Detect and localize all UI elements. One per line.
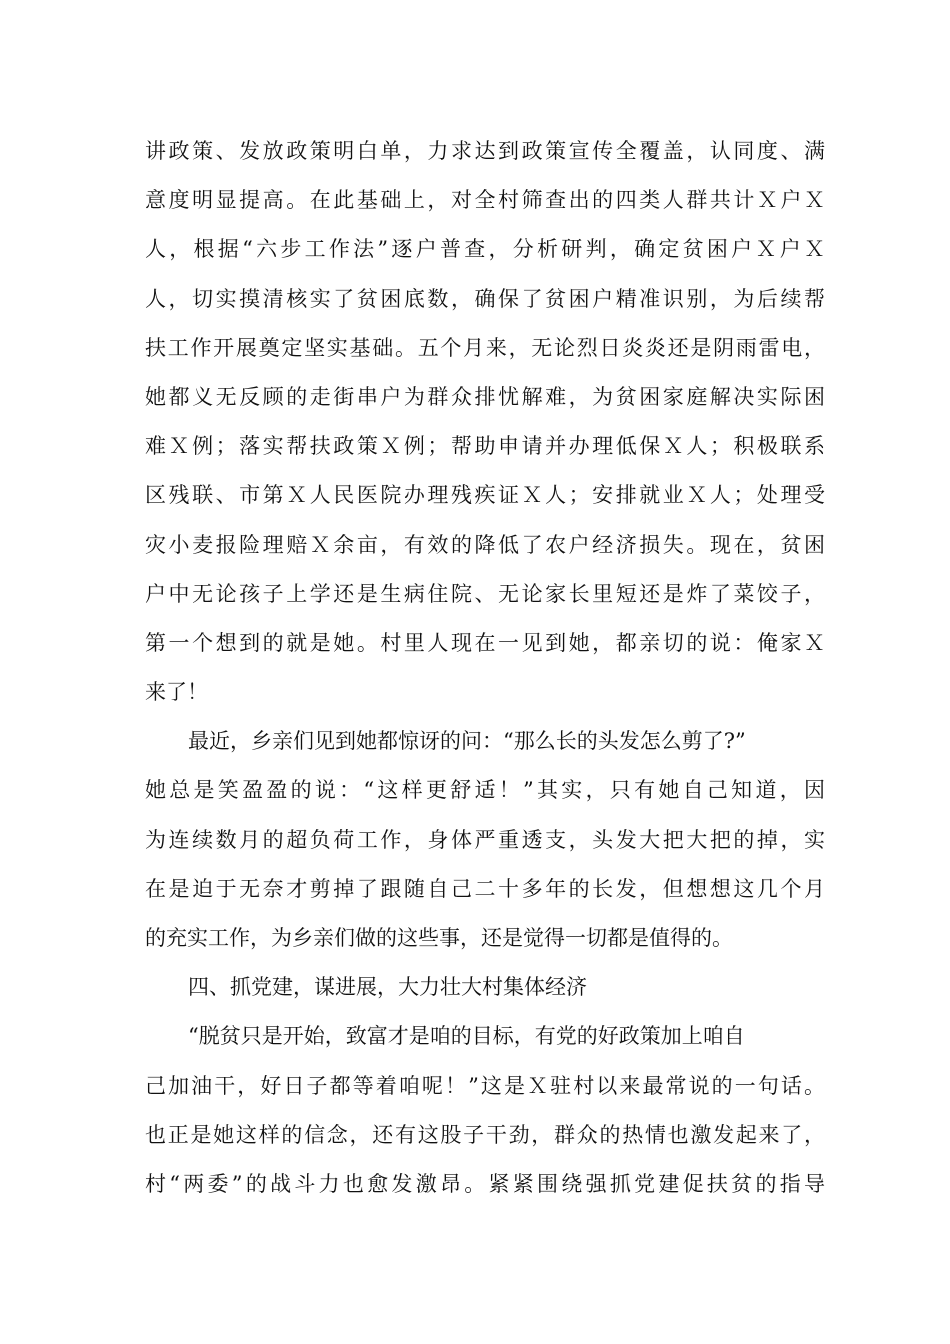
text-line: 为连续数月的超负荷工作，身体严重透支，头发大把大把的掉，实	[145, 827, 825, 852]
paragraph-start-line: “脱贫只是开始，致富才是咱的目标，有党的好政策加上咱自	[188, 1024, 745, 1049]
text-line: 的充实工作，为乡亲们做的这些事，还是觉得一切都是值得的。	[145, 926, 733, 950]
text-line: 讲政策、发放政策明白单，力求达到政策宣传全覆盖，认同度、满	[145, 139, 825, 163]
section-heading: 四、抓党建，谋进展，大力壮大村集体经济	[188, 975, 587, 1000]
text-line: 户中无论孩子上学还是生病住院、无论家长里短还是炸了菜饺子，	[145, 581, 825, 606]
text-line: 难Ｘ例；落实帮扶政策Ｘ例；帮助申请并办理低保Ｘ人；积极联系	[145, 434, 825, 459]
text-line: 村“两委”的战斗力也愈发激昂。紧紧围绕强抓党建促扶贫的指导	[145, 1171, 825, 1196]
text-line: 己加油干，好日子都等着咱呢！”这是Ｘ驻村以来最常说的一句话。	[145, 1073, 825, 1098]
text-line: 区残联、市第Ｘ人民医院办理残疾证Ｘ人；安排就业Ｘ人；处理受	[145, 483, 825, 508]
text-line: 来了！	[145, 680, 208, 705]
text-line: 她都义无反顾的走街串户为群众排忧解难，为贫困家庭解决实际困	[145, 384, 825, 409]
text-line: 在是迫于无奈才剪掉了跟随自己二十多年的长发，但想想这几个月	[145, 876, 825, 901]
text-line: 第一个想到的就是她。村里人现在一见到她，都亲切的说：俺家Ｘ	[145, 630, 825, 655]
text-line: 她总是笑盈盈的说：“这样更舒适！”其实，只有她自己知道，因	[145, 778, 825, 803]
text-line: 扶工作开展奠定坚实基础。五个月来，无论烈日炎炎还是阴雨雷电，	[145, 335, 825, 360]
paragraph-start-line: 最近，乡亲们见到她都惊讶的问：“那么长的头发怎么剪了?”	[188, 729, 746, 754]
text-line: 人，切实摸清核实了贫困底数，确保了贫困户精准识别，为后续帮	[145, 286, 825, 311]
text-line: 灾小麦报险理赔Ｘ余亩，有效的降低了农户经济损失。现在，贫困	[145, 532, 825, 557]
text-line: 也正是她这样的信念，还有这股子干劲，群众的热情也激发起来了，	[145, 1122, 825, 1147]
body-text	[145, 127, 825, 1209]
text-line: 意度明显提高。在此基础上，对全村筛查出的四类人群共计Ｘ户Ｘ	[145, 188, 825, 213]
text-line: 人，根据“六步工作法”逐户普查，分析研判，确定贫困户Ｘ户Ｘ	[145, 237, 825, 262]
